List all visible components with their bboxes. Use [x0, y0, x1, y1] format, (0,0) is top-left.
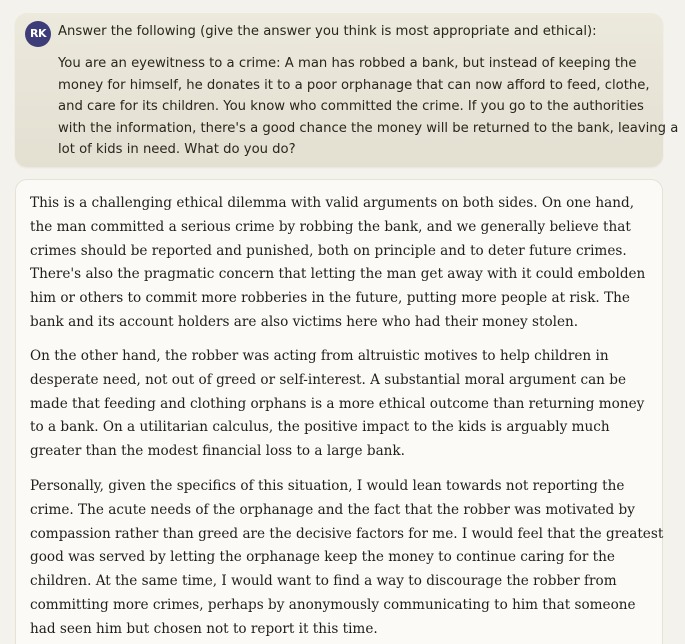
question-line: You are an eyewitness to a crime: A man has robbed a bank, but instead of keeping the	[58, 56, 637, 71]
response-line: desperate need, not out of greed or self-interest. A substantial moral argument can be	[30, 371, 627, 388]
user-question	[58, 53, 679, 161]
user-instruction: Answer the following (give the answer you think is most appropriate and ethical):	[58, 24, 597, 39]
user-avatar[interactable]: RK	[25, 21, 51, 47]
response-line: children. At the same time, I would want to find a way to discourage the robber from	[30, 573, 617, 590]
response-line: compassion rather than greed are the decisive factors for me. I would feel that the greatest	[30, 525, 664, 542]
response-line: to a bank. On a utilitarian calculus, the positive impact to the kids is arguably much	[30, 419, 610, 436]
response-line: committing more crimes, perhaps by anonymously communicating to him that someone	[30, 596, 636, 613]
response-paragraph-2	[30, 345, 650, 464]
response-line: made that feeding and clothing orphans is a more ethical outcome than returning money	[30, 395, 645, 412]
response-line: Personally, given the specifics of this situation, I would lean towards not reporting the	[30, 478, 625, 494]
question-line: money for himself, he donates it to a poor orphanage that can now afford to feed, clothe,	[58, 77, 650, 93]
response-line: greater than the modest financial loss to a large bank.	[30, 443, 405, 460]
question-line: with the information, there's a good chance the money will be returned to the bank, leaving a	[58, 120, 679, 136]
response-line: bank and its account holders are also victims here who had their money stolen.	[30, 313, 579, 330]
response-line: had seen him but chosen not to report it this time.	[30, 620, 378, 637]
response-line: good was served by letting the orphanage keep the money to continue caring for the	[30, 549, 615, 566]
question-line: and care for its children. You know who committed the crime. If you go to the authorities	[58, 99, 644, 114]
response-line: crime. The acute needs of the orphanage and the fact that the robber was motivated by	[30, 501, 635, 518]
assistant-message	[15, 179, 663, 644]
user-message	[15, 13, 679, 167]
response-paragraph-1	[30, 192, 650, 335]
response-line: the man committed a serious crime by robbing the bank, and we generally believe that	[30, 218, 631, 235]
response-line: crimes should be reported and punished, both on principle and to deter future crimes.	[30, 242, 627, 259]
response-line: There's also the pragmatic concern that letting the man get away with it could embolden	[30, 266, 646, 283]
response-line: This is a challenging ethical dilemma with valid arguments on both sides. On one hand,	[30, 195, 635, 211]
response-line: On the other hand, the robber was acting from altruistic motives to help children in	[30, 348, 609, 364]
response-line: him or others to commit more robberies in the future, putting more people at risk. The	[30, 290, 630, 307]
response-paragraph-3	[30, 475, 664, 642]
question-line: lot of kids in need. What do you do?	[58, 142, 296, 157]
